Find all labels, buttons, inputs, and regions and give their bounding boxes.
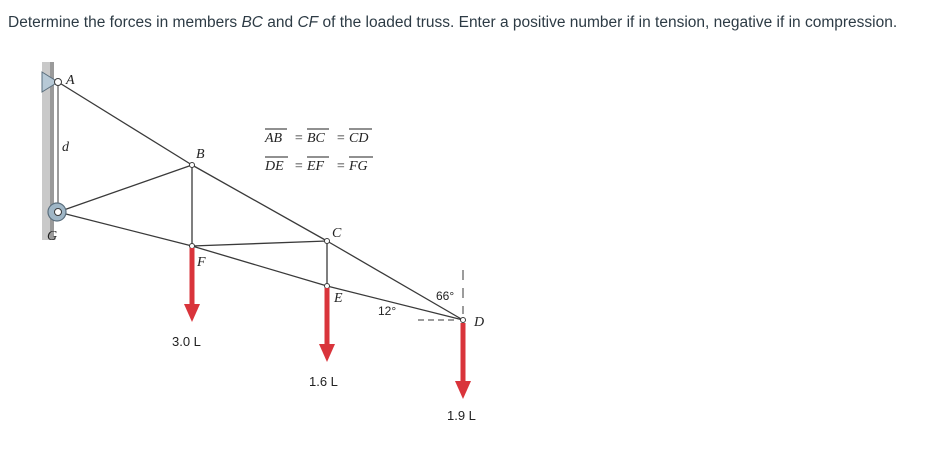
eq1-bc: BC [307, 131, 325, 146]
label-c: C [332, 226, 342, 241]
member-gb [58, 165, 192, 212]
joint-f [190, 244, 195, 249]
load-arrow-e-shaft [325, 288, 330, 346]
member-gf [58, 212, 192, 246]
label-g: G [47, 229, 58, 244]
label-b: B [196, 147, 205, 162]
member-ab [58, 82, 192, 165]
member-bc [192, 165, 327, 241]
question-part3: of the loaded truss. Enter a positive number if in tension, negative if in compression. [318, 14, 898, 31]
pin-support-g [48, 203, 66, 221]
load-arrow-f-shaft [190, 248, 195, 306]
eq2-fg: FG [349, 159, 368, 174]
member-cf-ref: CF [297, 14, 319, 31]
member-bc-ref: BC [241, 14, 263, 31]
eq1-ab: AB [265, 131, 283, 146]
angle-66-label: 66° [436, 289, 455, 303]
load-arrow-d-shaft [461, 323, 466, 383]
joint-d [461, 318, 466, 323]
eq1-eq1: = [294, 131, 304, 146]
question-part1: Determine the forces in members [8, 14, 242, 31]
eq2-ef: EF [307, 159, 325, 174]
question-part2: and [263, 14, 298, 31]
truss-members [58, 82, 463, 320]
label-a: A [66, 73, 75, 88]
eq2-eq1: = [294, 159, 304, 174]
label-d: D [474, 315, 485, 330]
load-arrow-e-head [319, 344, 335, 362]
load-label-d: 1.9 L [447, 408, 476, 423]
equations [264, 131, 368, 174]
eq1-cd: CD [349, 131, 369, 146]
joint-b [190, 163, 195, 168]
eq1-eq2: = [336, 131, 346, 146]
label-d-dimension: d [62, 140, 69, 155]
label-f: F [197, 255, 206, 270]
label-e: E [334, 291, 343, 306]
load-label-f: 3.0 L [172, 334, 201, 349]
member-fe [192, 246, 327, 286]
joint-c [325, 239, 330, 244]
angle-12-label: 12° [378, 304, 397, 318]
load-label-e: 1.6 L [309, 374, 338, 389]
joint-e [325, 284, 330, 289]
eq2-eq2: = [336, 159, 346, 174]
load-arrow-d-head [455, 381, 471, 399]
member-fc [192, 241, 327, 246]
load-arrow-f-head [184, 304, 200, 322]
eq2-de: DE [265, 159, 284, 174]
